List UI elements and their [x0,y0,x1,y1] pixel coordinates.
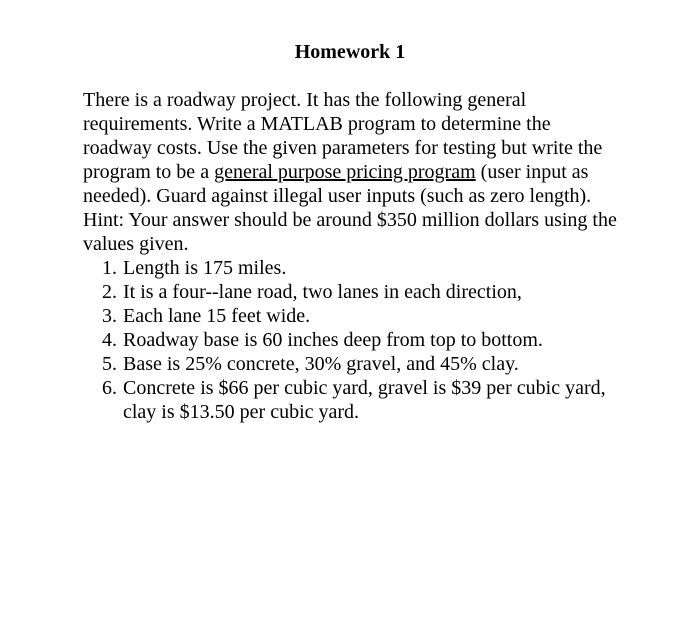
list-item-number: 6. [102,377,117,399]
list-item [83,376,623,424]
list-item [83,304,623,328]
list-item-text: Base is 25% concrete, 30% gravel, and 45% clay. [123,353,519,375]
document-title: Homework 1 [294,41,406,63]
list-item-number: 1. [102,257,117,279]
list-item [83,352,623,376]
intro-paragraph [83,88,623,208]
list-item-number: 2. [102,281,117,303]
intro-text-end: (user input as needed). Guard against illegal user inputs (such as zero length). [83,161,592,207]
list-item [83,256,623,280]
requirements-list [83,256,623,424]
intro-text-start: There is a roadway project. It has the following general requirements. Write a MATLAB program to determine the roadway costs. Use the given parameters for testing but write the program to be a [83,89,603,183]
list-item-text: Each lane 15 feet wide. [123,305,311,327]
list-item [83,328,623,352]
list-item-text: Roadway base is 60 inches deep from top to bottom. [123,329,543,351]
list-item-number: 5. [102,353,117,375]
underlined-phrase: general purpose pricing program [214,161,476,183]
list-item [83,280,623,304]
hint-paragraph: Hint: Your answer should be around $350 million dollars using the values given. [83,209,617,255]
list-item-text: Concrete is $66 per cubic yard, gravel is $39 per cubic yard, clay is $13.50 per cubic yard. [123,377,606,423]
list-item-text: It is a four--lane road, two lanes in each direction, [123,281,522,303]
list-item-number: 3. [102,305,117,327]
list-item-number: 4. [102,329,117,351]
document-body [83,88,623,424]
list-item-text: Length is 175 miles. [123,257,287,279]
